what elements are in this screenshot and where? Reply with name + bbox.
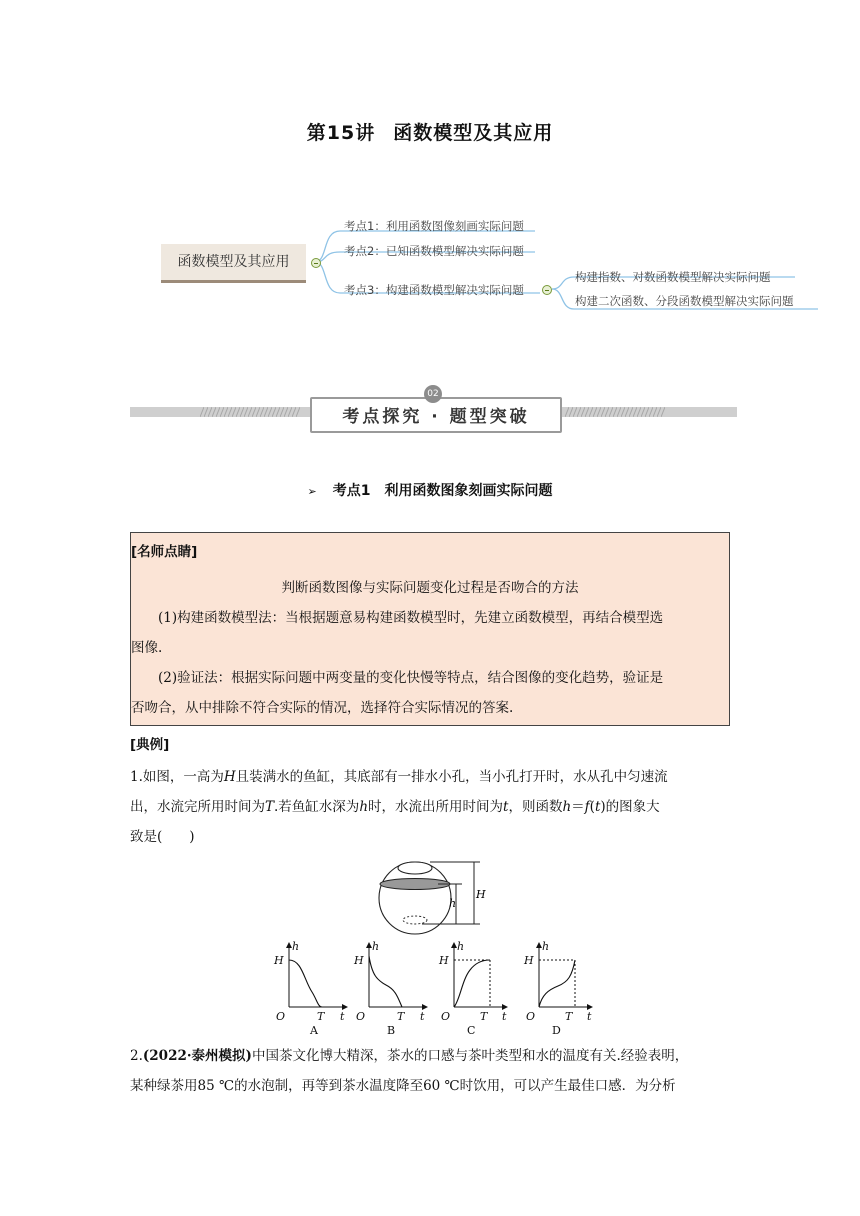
collapse-icon[interactable] [542, 285, 552, 295]
option-graphs [262, 940, 602, 1035]
graph-a-letter: A [310, 1024, 318, 1035]
q1-line3: 致是( ) [130, 829, 195, 845]
lecture-number: 第15讲 [306, 122, 376, 144]
graph-b-h: h [372, 940, 380, 953]
mindmap-subpoint-2: 构建二次函数、分段函数模型解决实际问题 [575, 294, 794, 308]
graph-b-T: T [397, 1010, 405, 1023]
tip-p1-line1: (1)构建函数模型法：当根据题意易构建函数模型时，先建立函数模型，再结合模型选 [158, 610, 664, 626]
graph-a-h: h [292, 940, 300, 953]
q1-text: ( [589, 799, 595, 815]
mindmap-subpoint-1: 构建指数、对数函数模型解决实际问题 [575, 270, 771, 284]
graph-b-O: O [356, 1010, 366, 1023]
graph-d-t: t [587, 1010, 592, 1023]
mindmap-point-1: 考点1：利用函数图像刻画实际问题 [344, 219, 524, 233]
graph-d-letter: D [552, 1024, 561, 1035]
graph-a-t: t [340, 1010, 345, 1023]
graph-b-letter: B [387, 1024, 396, 1035]
graph-c [438, 940, 508, 1035]
graph-c-T: T [480, 1010, 488, 1023]
q1-text: 出，水流完所用时间为 [130, 799, 265, 815]
graph-c-t: t [502, 1010, 507, 1023]
section-heading [0, 480, 860, 500]
q1-text: ＝ [571, 799, 585, 815]
graph-d-h: h [542, 940, 550, 953]
q1-text: 时，水流出所用时间为 [368, 799, 504, 815]
mindmap-point-3: 考点3：构建函数模型解决实际问题 [344, 283, 524, 297]
q2-line2: 某种绿茶用85 ℃的水泡制，再等到茶水温度降至60 ℃时饮用，可以产生最佳口感．为分析 [130, 1078, 676, 1094]
collapse-icon[interactable] [311, 258, 321, 268]
q2-text: 中国茶文化博大精深，茶水的口感与茶叶类型和水的温度有关.经验表明， [251, 1048, 689, 1064]
graph-b-t: t [420, 1010, 425, 1023]
q1-var: H [223, 769, 236, 785]
graph-a [273, 940, 348, 1035]
banner-badge: 02 [424, 385, 442, 403]
graph-c-H: H [439, 954, 449, 967]
arrow-icon: ➢ [307, 485, 317, 498]
graph-d-H: H [524, 954, 534, 967]
q1-var: t [503, 799, 509, 815]
mindmap-root: 函数模型及其应用 [161, 244, 306, 283]
page-title [0, 118, 860, 145]
banner-title: 考点探究 · 题型突破 [342, 407, 530, 427]
q1-text: 1.如图，一高为 [130, 769, 224, 785]
tip-p2-line1: (2)验证法：根据实际问题中两变量的变化快慢等特点，结合图像的变化趋势，验证是 [158, 670, 664, 686]
graph-d-T: T [565, 1010, 573, 1023]
q1-var: T [265, 799, 275, 815]
graph-b [353, 940, 428, 1035]
q1-text: )的图象大 [600, 799, 660, 815]
graph-b-H: H [354, 954, 364, 967]
lecture-topic: 函数模型及其应用 [393, 122, 554, 144]
graph-a-T: T [317, 1010, 325, 1023]
q1-line1 [130, 766, 668, 788]
q1-text: ，则函数 [508, 799, 563, 815]
q2-number: 2. [130, 1048, 143, 1064]
q2-line1 [130, 1045, 688, 1067]
tip-heading: 判断函数图像与实际问题变化过程是否吻合的方法 [281, 580, 579, 596]
q1-text: .若鱼缸水深为 [274, 799, 360, 815]
tip-p1-line2: 图像. [131, 640, 163, 656]
graph-c-letter: C [467, 1024, 476, 1035]
q2-source: (2022·泰州模拟) [142, 1048, 252, 1064]
graph-a-O: O [276, 1010, 286, 1023]
section-heading-text: 考点1 利用函数图象刻画实际问题 [332, 483, 553, 499]
mindmap-point-2: 考点2：已知函数模型解决实际问题 [344, 244, 524, 258]
graph-d-O: O [526, 1010, 536, 1023]
tank-h-label: h [449, 897, 457, 910]
q1-var: h [359, 799, 369, 815]
example-label: [典例] [130, 737, 170, 753]
q1-text: 且装满水的鱼缸，其底部有一排水小孔，当小孔打开时，水从孔中匀速流 [235, 769, 668, 785]
fish-tank-figure [370, 858, 490, 938]
q1-line2 [130, 796, 660, 818]
graph-a-H: H [274, 954, 284, 967]
q1-var: f [584, 799, 590, 815]
graph-c-h: h [457, 940, 465, 953]
tip-label: [名师点睛] [131, 544, 198, 560]
tip-p2-line2: 否吻合，从中排除不符合实际的情况，选择符合实际情况的答案. [131, 700, 514, 716]
graph-c-O: O [441, 1010, 451, 1023]
q1-var: t [594, 799, 601, 815]
banner-hatch-right [565, 407, 665, 417]
tank-H-label: H [476, 888, 486, 901]
graph-d [523, 940, 593, 1035]
tip-box [130, 532, 730, 726]
q1-var: h [562, 799, 572, 815]
banner-hatch-left [200, 407, 300, 417]
